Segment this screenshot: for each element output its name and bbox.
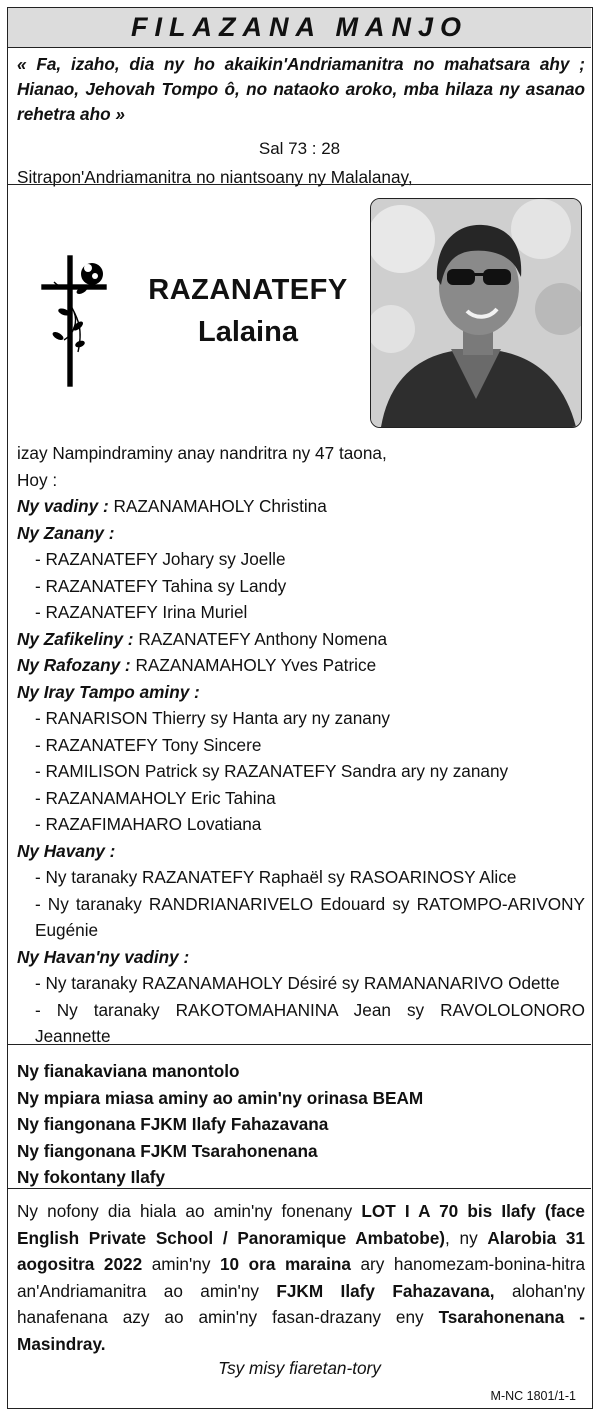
list-item — [17, 626, 585, 653]
list-item: - RAZANATEFY Tony Sincere — [35, 734, 262, 755]
family-label: Ny Havany : — [17, 840, 116, 861]
divider — [8, 184, 591, 185]
funeral-details — [17, 1198, 585, 1357]
family-label: Ny Zanany : — [17, 522, 115, 543]
list-item: - RAZANATEFY Johary sy Joelle — [35, 549, 286, 569]
notice-code: M-NC 1801/1-1 — [490, 1389, 576, 1403]
funeral-text: ary hanomezam-bonina-hitra an'Andriamanitra ao amin'ny — [17, 1254, 586, 1301]
organization-item: Ny fianakaviana manontolo — [17, 1061, 240, 1081]
list-item: - RAZAFIMAHARO Lovatiana — [35, 814, 262, 834]
organization-item: Ny mpiara miasa aminy ao amin'ny orinasa BEAM — [17, 1087, 424, 1108]
funeral-text: alohan'ny hanafenana azy ao amin'ny fasan-drazany eny — [17, 1280, 585, 1327]
list-item: - RAZANAMAHOLY Eric Tahina — [35, 787, 276, 808]
funeral-date: Alarobia 31 aogositra 2022 — [17, 1227, 585, 1274]
portrait-photo — [370, 198, 582, 428]
quote-reference: Sal 73 : 28 — [258, 139, 341, 158]
tenure-text: izay Nampindraminy anay nandritra ny 47 taona, — [17, 443, 387, 463]
list-item: - Ny taranaky RAZANAMAHOLY Désiré sy RAMANANARIVO Odette — [35, 973, 560, 993]
list-item: - RANARISON Thierry sy Hanta ary ny zanany — [35, 708, 391, 728]
organization-item: Ny fiangonana FJKM Ilafy Fahazavana — [17, 1114, 329, 1134]
family-label: Ny vadiny : — [17, 496, 109, 516]
bible-quote: « Fa, izaho, dia ny ho akaikin'Andriamanitra no mahatsara ahy ; Hianao, Jehovah Tompo ô, no nataoko aroko, mba hilaza ny asanao rehetra aho » — [17, 54, 585, 124]
deceased-surname: RAZANATEFY — [148, 274, 348, 306]
funeral-address: LOT I A 70 bis Ilafy (face English Private School / Panoramique Ambatobe) — [17, 1201, 585, 1248]
hoy-text: Hoy : — [17, 469, 58, 490]
list-item — [17, 493, 585, 520]
list-item — [17, 652, 585, 679]
funeral-text: amin'ny — [142, 1254, 220, 1274]
funeral-church: FJKM Ilafy Fahazavana, — [276, 1280, 495, 1301]
list-item: - Ny taranaky RAZANATEFY Raphaël sy RASOARINOSY Alice — [35, 867, 517, 887]
funeral-text: Ny nofony dia hiala ao amin'ny fonenany — [17, 1201, 362, 1221]
family-label: Ny Zafikeliny : — [17, 628, 134, 649]
list-item: - RAZANATEFY Irina Muriel — [35, 602, 248, 622]
family-section — [17, 440, 585, 1050]
list-item: - Ny taranaky RANDRIANARIVELO Edouard sy RATOMPO-ARIVONY Eugénie — [35, 893, 585, 940]
organizations-list — [17, 1058, 423, 1191]
family-name: RAZANAMAHOLY Christina — [113, 496, 327, 516]
family-label: Ny Havan'ny vadiny : — [17, 946, 190, 967]
family-label: Ny Iray Tampo aminy : — [17, 681, 200, 702]
obituary-notice — [7, 7, 593, 1409]
deceased-given-name: Lalaina — [198, 316, 298, 348]
organization-item: Ny fokontany Ilafy — [17, 1167, 166, 1187]
family-name: RAZANATEFY Anthony Nomena — [138, 628, 388, 649]
list-item: - RAZANATEFY Tahina sy Landy — [35, 575, 287, 596]
list-item: - RAMILISON Patrick sy RAZANATEFY Sandra ary ny zanany — [35, 761, 509, 781]
family-name: RAZANAMAHOLY Yves Patrice — [135, 655, 377, 675]
notice-header: FILAZANA MANJO — [8, 8, 591, 48]
intro-text: Sitrapon'Andriamanitra no niantsoany ny Malalanay, — [17, 167, 413, 187]
list-item: - Ny taranaky RAKOTOMAHANINA Jean sy RAVOLOLONORO Jeannette — [35, 999, 585, 1046]
burial-place: Tsarahonenana - Masindray. — [17, 1307, 585, 1354]
family-label: Ny Rafozany : — [17, 655, 131, 675]
funeral-time: 10 ora maraina — [220, 1254, 351, 1274]
organization-item: Ny fiangonana FJKM Tsarahonenana — [17, 1140, 318, 1161]
cross-with-rose-icon — [34, 252, 114, 397]
closing-line: Tsy misy fiaretan-tory — [218, 1358, 381, 1378]
funeral-text: , ny — [445, 1227, 488, 1248]
